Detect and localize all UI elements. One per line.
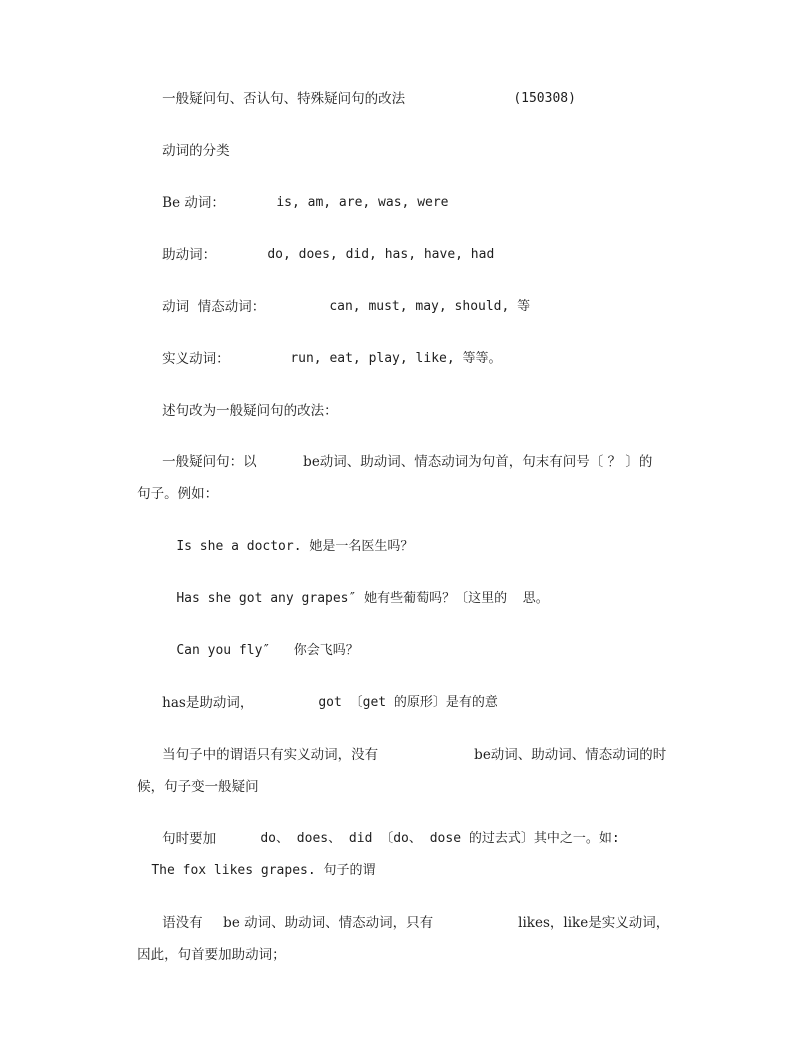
- note-got-text: got 〔get 的原形〕是有的意: [318, 695, 498, 710]
- definition-line-1-end: [286, 435, 652, 489]
- def1-start-text: 一般疑问句：以: [162, 454, 257, 470]
- example-3-text: Can you fly″ 你会飞吗？: [176, 643, 359, 658]
- rule-2-end-text: do、 does、 did 〔do、 dose 的过去式〕其中之一。如:: [260, 831, 620, 846]
- rule-3-middle-text: be 动词、助动词、情态动词，只有: [223, 915, 434, 931]
- section-heading: [145, 124, 230, 178]
- example-2: [145, 572, 549, 626]
- rule-1-end-text: be动词、助动词、情态动词的时: [474, 747, 667, 763]
- modal-verb-label: [145, 280, 265, 334]
- aux-list-text: do, does, did, has, have, had: [267, 247, 495, 262]
- rule-2-example-text: The fox likes grapes. 句子的谓: [151, 863, 376, 878]
- rule-3-continuation: [120, 928, 286, 982]
- aux-label-text: 助动词：: [162, 247, 217, 263]
- be-verb-label: [145, 176, 225, 230]
- statement-rule: [145, 384, 338, 438]
- example-3: [145, 624, 359, 678]
- title-text: 一般疑问句、否认句、特殊疑问句的改法: [162, 91, 406, 107]
- document-title: [145, 72, 405, 126]
- def1-end-text: be动词、助动词、情态动词为句首，句末有问号〔 ？ 〕的: [303, 454, 653, 470]
- rule-1-cont-text: 候，句子变一般疑问: [137, 779, 259, 795]
- example-2-text: Has she got any grapes″ 她有些葡萄吗？〔这里的 思。: [176, 591, 549, 606]
- title-code: (150308): [513, 91, 576, 106]
- aux-verb-label: [145, 228, 216, 282]
- note-has: [145, 676, 253, 730]
- rule-3-end-text: likes，like是实义动词，: [518, 915, 670, 931]
- def2-text: 句子。例如：: [137, 486, 219, 502]
- note-has-text: has是助动词，: [162, 695, 254, 711]
- be-label-text: Be 动词：: [162, 195, 225, 211]
- aux-verb-list: [236, 228, 494, 282]
- statement-text: 述句改为一般疑问句的改法：: [162, 403, 338, 419]
- be-list-text: is, am, are, was, were: [276, 195, 449, 210]
- modal-verb-list: [298, 280, 530, 334]
- definition-line-2: [120, 467, 218, 521]
- notional-verb-label: [145, 332, 230, 386]
- rule-2-example: [120, 844, 376, 898]
- be-verb-list: [245, 176, 449, 230]
- rule-2-start-text: 句时要加: [162, 831, 217, 847]
- example-1-text: Is she a doctor. 她是一名医生吗？: [176, 539, 414, 554]
- notional-label-text: 实义动词：: [162, 351, 230, 367]
- heading-text: 动词的分类: [162, 143, 230, 159]
- rule-1-start-text: 当句子中的谓语只有实义动词，没有: [162, 747, 379, 763]
- rule-3-end: [501, 896, 669, 950]
- rule-3-cont-text: 因此，句首要加助动词；: [137, 947, 286, 963]
- example-1: [145, 520, 413, 574]
- notional-list-text: run, eat, play, like, 等等。: [290, 351, 502, 366]
- rule-1-end: [457, 728, 666, 782]
- modal-list-text: can, must, may, should, 等: [329, 299, 531, 314]
- rule-3-start-text: 语没有: [162, 915, 203, 931]
- document-code: [482, 72, 576, 126]
- note-got: [287, 676, 498, 730]
- modal-label-text: 动词 情态动词：: [162, 299, 266, 315]
- rule-1-continuation: [120, 760, 259, 814]
- notional-verb-list: [259, 332, 502, 386]
